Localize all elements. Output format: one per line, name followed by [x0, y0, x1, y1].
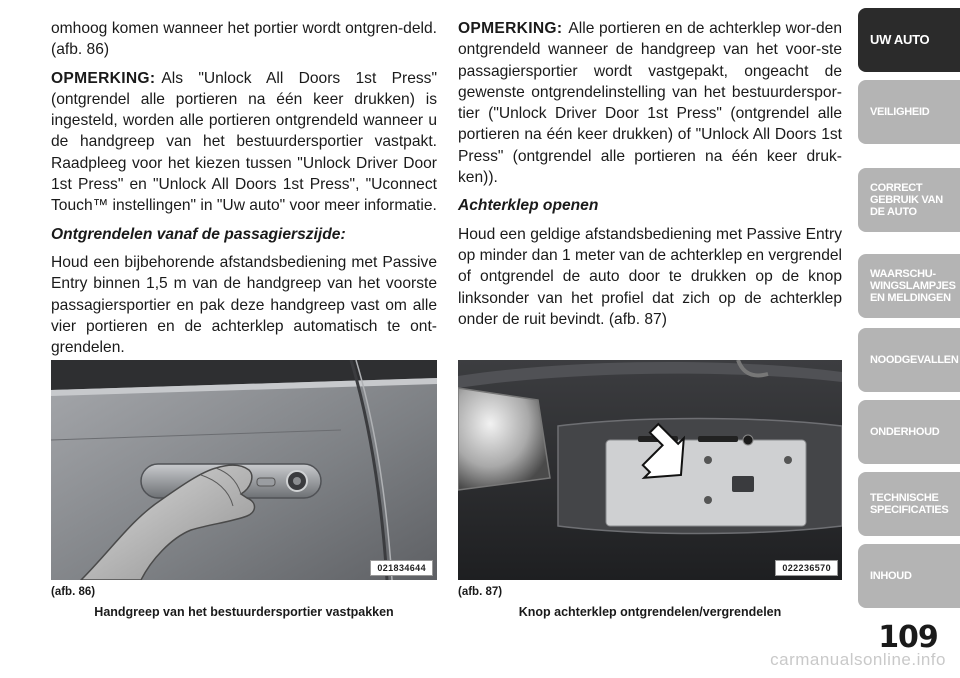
figure-caption: Knop achterklep ontgrendelen/vergrendelen — [518, 605, 782, 619]
note-all-doors-unlock — [458, 18, 842, 188]
figure-liftgate-button — [458, 360, 842, 580]
figure-reference: (afb. 87) — [458, 586, 503, 598]
tab-technische-specificaties[interactable] — [858, 472, 960, 536]
chapter-sidebar — [858, 0, 960, 678]
tab-label: UW AUTO — [870, 32, 930, 47]
subheading-passenger-side: Ontgrendelen vanaf de passagierszijde: — [51, 225, 346, 243]
watermark: carmanualsonline.info — [770, 650, 946, 669]
tab-uw-auto[interactable] — [858, 8, 960, 72]
tab-noodgevallen[interactable] — [858, 328, 960, 392]
tab-label: ONDERHOUD — [870, 426, 940, 438]
tab-inhoud[interactable] — [858, 544, 960, 608]
tab-onderhoud[interactable] — [858, 400, 960, 464]
tab-label: TECHNISCHE SPECIFICATIES — [870, 492, 949, 516]
figure-door-handle — [51, 360, 437, 580]
figure-code: 022236570 — [775, 560, 838, 576]
tab-waarschuwingslampjes[interactable] — [858, 254, 960, 318]
note-label: OPMERKING: — [51, 69, 156, 87]
tab-label: CORRECT GEBRUIK VAN DE AUTO — [870, 182, 943, 218]
tab-veiligheid[interactable] — [858, 80, 960, 144]
paragraph-liftgate: Houd een geldige afstandsbediening met Passive Entry op minder dan 1 meter van de achterklep en vergrendel of ontgrendel de auto door te drukken op de knop linksonder van het profiel dat zich op de achterklep onder de ruit bevindt. (afb. 87) — [458, 225, 843, 328]
subheading-liftgate: Achterklep openen — [458, 197, 599, 215]
tab-correct-gebruik[interactable] — [858, 168, 960, 232]
tab-label: WAARSCHU- WINGSLAMPJES EN MELDINGEN — [870, 268, 956, 304]
door-handle-illustration — [51, 360, 437, 580]
note-text: Als "Unlock All Doors 1st Press" (ontgrendel alle portieren na één keer drukken) is ingesteld, worden alle portieren ontgrendeld wanneer u de handgreep van het bestuurdersportier vastpakt. Raadpleeg voor het kiezen tussen "Unlock Driver Door 1st Press" en "Unlock All Doors 1st Press", "Uconnect Touch™ instellingen" in "Uw auto" voor meer informatie. — [51, 69, 437, 215]
note-text: Alle portieren en de achterklep wor-den ontgrendeld wanneer de handgreep van het voor-ste passagiersportier wordt vastgepakt, ongeacht de gewenste ontgrendelinstelling van het bestuurderspor-tier ("Unlock Driver Door 1st Press" (ontgrendel alle portieren na één keer drukken) of "Unlock All Doors 1st Press" (ontgrendel alle portieren na één keer druk-ken)). — [458, 20, 842, 187]
page-number: 109 — [878, 620, 938, 655]
left-text-column — [51, 18, 437, 358]
figure-reference: (afb. 86) — [51, 586, 96, 598]
figure-code: 021834644 — [370, 560, 433, 576]
tab-label: INHOUD — [870, 570, 912, 582]
paragraph-passenger-side: Houd een bijbehorende afstandsbediening met Passive Entry binnen 1,5 m van de handgreep van het voorste passagiersportier en pak deze handgreep vast om alle vier portieren en de achterklep automatisch te ont-grendelen. — [51, 253, 437, 357]
tab-label: VEILIGHEID — [870, 106, 930, 118]
tab-label: NOODGEVALLEN — [870, 354, 959, 366]
right-text-column — [458, 18, 842, 330]
paragraph-door-unlock-continued: omhoog komen wanneer het portier wordt ontgren-deld. (afb. 86) — [51, 20, 437, 59]
note-unlock-all-doors — [51, 68, 437, 217]
note-label: OPMERKING: — [458, 20, 563, 37]
liftgate-illustration — [458, 360, 842, 580]
figure-caption: Handgreep van het bestuurdersportier vastpakken — [94, 605, 394, 619]
